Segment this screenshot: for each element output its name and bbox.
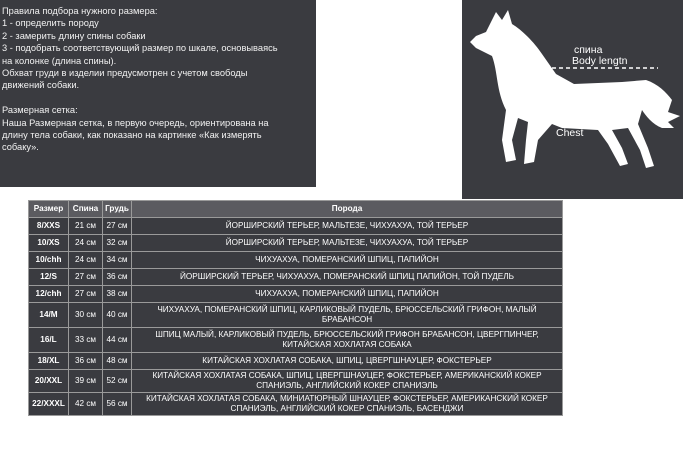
chest-label-ru: грудь <box>556 116 583 128</box>
size-cell: 10/XS <box>29 235 69 252</box>
chest-cell: 40 см <box>103 303 132 328</box>
back-cell: 24 см <box>69 252 103 269</box>
table-row <box>29 269 563 286</box>
rules-line: 2 - замерить длину спины собаки <box>2 30 146 41</box>
rules-line: 1 - определить породу <box>2 18 99 29</box>
breed-cell: КИТАЙСКАЯ ХОХЛАТАЯ СОБАКА, ШПИЦ, ЦВЕРГШНАУЦЕР, ФОКСТЕРЬЕР <box>132 353 563 370</box>
header-back: Спина <box>69 201 103 218</box>
breed-cell: ЙОРШИРСКИЙ ТЕРЬЕР, ЧИХУАХУА, ПОМЕРАНСКИЙ ШПИЦ ПАПИЙОН, ТОЙ ПУДЕЛЬ <box>132 269 563 286</box>
chest-cell: 44 см <box>103 328 132 353</box>
size-rules-panel <box>0 0 316 187</box>
rules-line: Обхват груди в изделии предусмотрен с учетом свободы <box>2 68 248 79</box>
size-cell: 12/chh <box>29 286 69 303</box>
size-cell: 18/XL <box>29 353 69 370</box>
back-cell: 33 см <box>69 328 103 353</box>
table-row <box>29 218 563 235</box>
size-table <box>28 200 563 416</box>
chest-label-en: Chest <box>556 127 584 139</box>
back-cell: 30 см <box>69 303 103 328</box>
rules-line: на колонке (длина спины). <box>2 55 117 66</box>
breed-cell: ЧИХУАХУА, ПОМЕРАНСКИЙ ШПИЦ, ПАПИЙОН <box>132 286 563 303</box>
chest-cell: 48 см <box>103 353 132 370</box>
back-cell: 27 см <box>69 269 103 286</box>
rules-line: собаку». <box>2 142 39 153</box>
back-cell: 27 см <box>69 286 103 303</box>
breed-cell: ЙОРШИРСКИЙ ТЕРЬЕР, МАЛЬТЕЗЕ, ЧИХУАХУА, ТОЙ ТЕРЬЕР <box>132 235 563 252</box>
size-cell: 8/XXS <box>29 218 69 235</box>
header-breed: Порода <box>132 201 563 218</box>
breed-cell: ЙОРШИРСКИЙ ТЕРЬЕР, МАЛЬТЕЗЕ, ЧИХУАХУА, ТОЙ ТЕРЬЕР <box>132 218 563 235</box>
chest-cell: 36 см <box>103 269 132 286</box>
rules-line: длину тела собаки, как показано на картинке «Как измерять <box>2 130 262 141</box>
size-cell: 14/M <box>29 303 69 328</box>
chest-cell: 32 см <box>103 235 132 252</box>
rules-line: Наша Размерная сетка, в первую очередь, ориентирована на <box>2 117 269 128</box>
size-cell: 20/XXL <box>29 370 69 393</box>
size-cell: 22/XXXL <box>29 393 69 416</box>
chest-cell: 38 см <box>103 286 132 303</box>
back-label-ru: спина <box>574 44 603 56</box>
rules-line: Размерная сетка: <box>2 105 78 116</box>
table-row <box>29 328 563 353</box>
breed-cell: КИТАЙСКАЯ ХОХЛАТАЯ СОБАКА, МИНИАТЮРНЫЙ ШНАУЦЕР, ФОКСТЕРЬЕР, АМЕРИКАНСКИЙ КОКЕР СПАНИЭЛЬ, АНГЛИЙСКИЙ КОКЕР СПАНИЭЛЬ, БАСЕНДЖИ <box>132 393 563 416</box>
back-cell: 21 см <box>69 218 103 235</box>
breed-cell: КИТАЙСКАЯ ХОХЛАТАЯ СОБАКА, ШПИЦ, ЦВЕРГШНАУЦЕР, ФОКСТЕРЬЕР, АМЕРИКАНСКИЙ КОКЕР СПАНИЭЛЬ, АНГЛИЙСКИЙ КОКЕР СПАНИЭЛЬ <box>132 370 563 393</box>
breed-cell: ЧИХУАХУА, ПОМЕРАНСКИЙ ШПИЦ, КАРЛИКОВЫЙ ПУДЕЛЬ, БРЮССЕЛЬСКИЙ ГРИФОН, МАЛЫЙ БРАБАНСОН <box>132 303 563 328</box>
dog-measure-figure <box>462 0 683 199</box>
table-row <box>29 286 563 303</box>
table-row <box>29 393 563 416</box>
breed-cell: ШПИЦ МАЛЫЙ, КАРЛИКОВЫЙ ПУДЕЛЬ, БРЮССЕЛЬСКИЙ ГРИФОН БРАБАНСОН, ЦВЕРГПИНЧЕР, КИТАЙСКАЯ ХОХЛАТАЯ СОБАКА <box>132 328 563 353</box>
size-cell: 10/chh <box>29 252 69 269</box>
table-header-row <box>29 201 563 218</box>
back-cell: 42 см <box>69 393 103 416</box>
back-cell: 36 см <box>69 353 103 370</box>
header-chest: Грудь <box>103 201 132 218</box>
dog-silhouette-icon <box>462 0 683 199</box>
header-size: Размер <box>29 201 69 218</box>
rules-line: 3 - подобрать соответствующий размер по шкале, основываясь <box>2 43 278 54</box>
chest-cell: 56 см <box>103 393 132 416</box>
table-row <box>29 303 563 328</box>
table-row <box>29 353 563 370</box>
table-row <box>29 252 563 269</box>
table-row <box>29 235 563 252</box>
size-cell: 12/S <box>29 269 69 286</box>
rules-line: Правила подбора нужного размера: <box>2 6 158 16</box>
back-cell: 39 см <box>69 370 103 393</box>
chest-cell: 34 см <box>103 252 132 269</box>
rules-spacer <box>2 92 314 104</box>
chest-cell: 27 см <box>103 218 132 235</box>
back-label-en: Body lengtn <box>572 55 628 67</box>
rules-line: движений собаки. <box>2 80 80 91</box>
size-cell: 16/L <box>29 328 69 353</box>
breed-cell: ЧИХУАХУА, ПОМЕРАНСКИЙ ШПИЦ, ПАПИЙОН <box>132 252 563 269</box>
back-cell: 24 см <box>69 235 103 252</box>
chest-cell: 52 см <box>103 370 132 393</box>
table-row <box>29 370 563 393</box>
